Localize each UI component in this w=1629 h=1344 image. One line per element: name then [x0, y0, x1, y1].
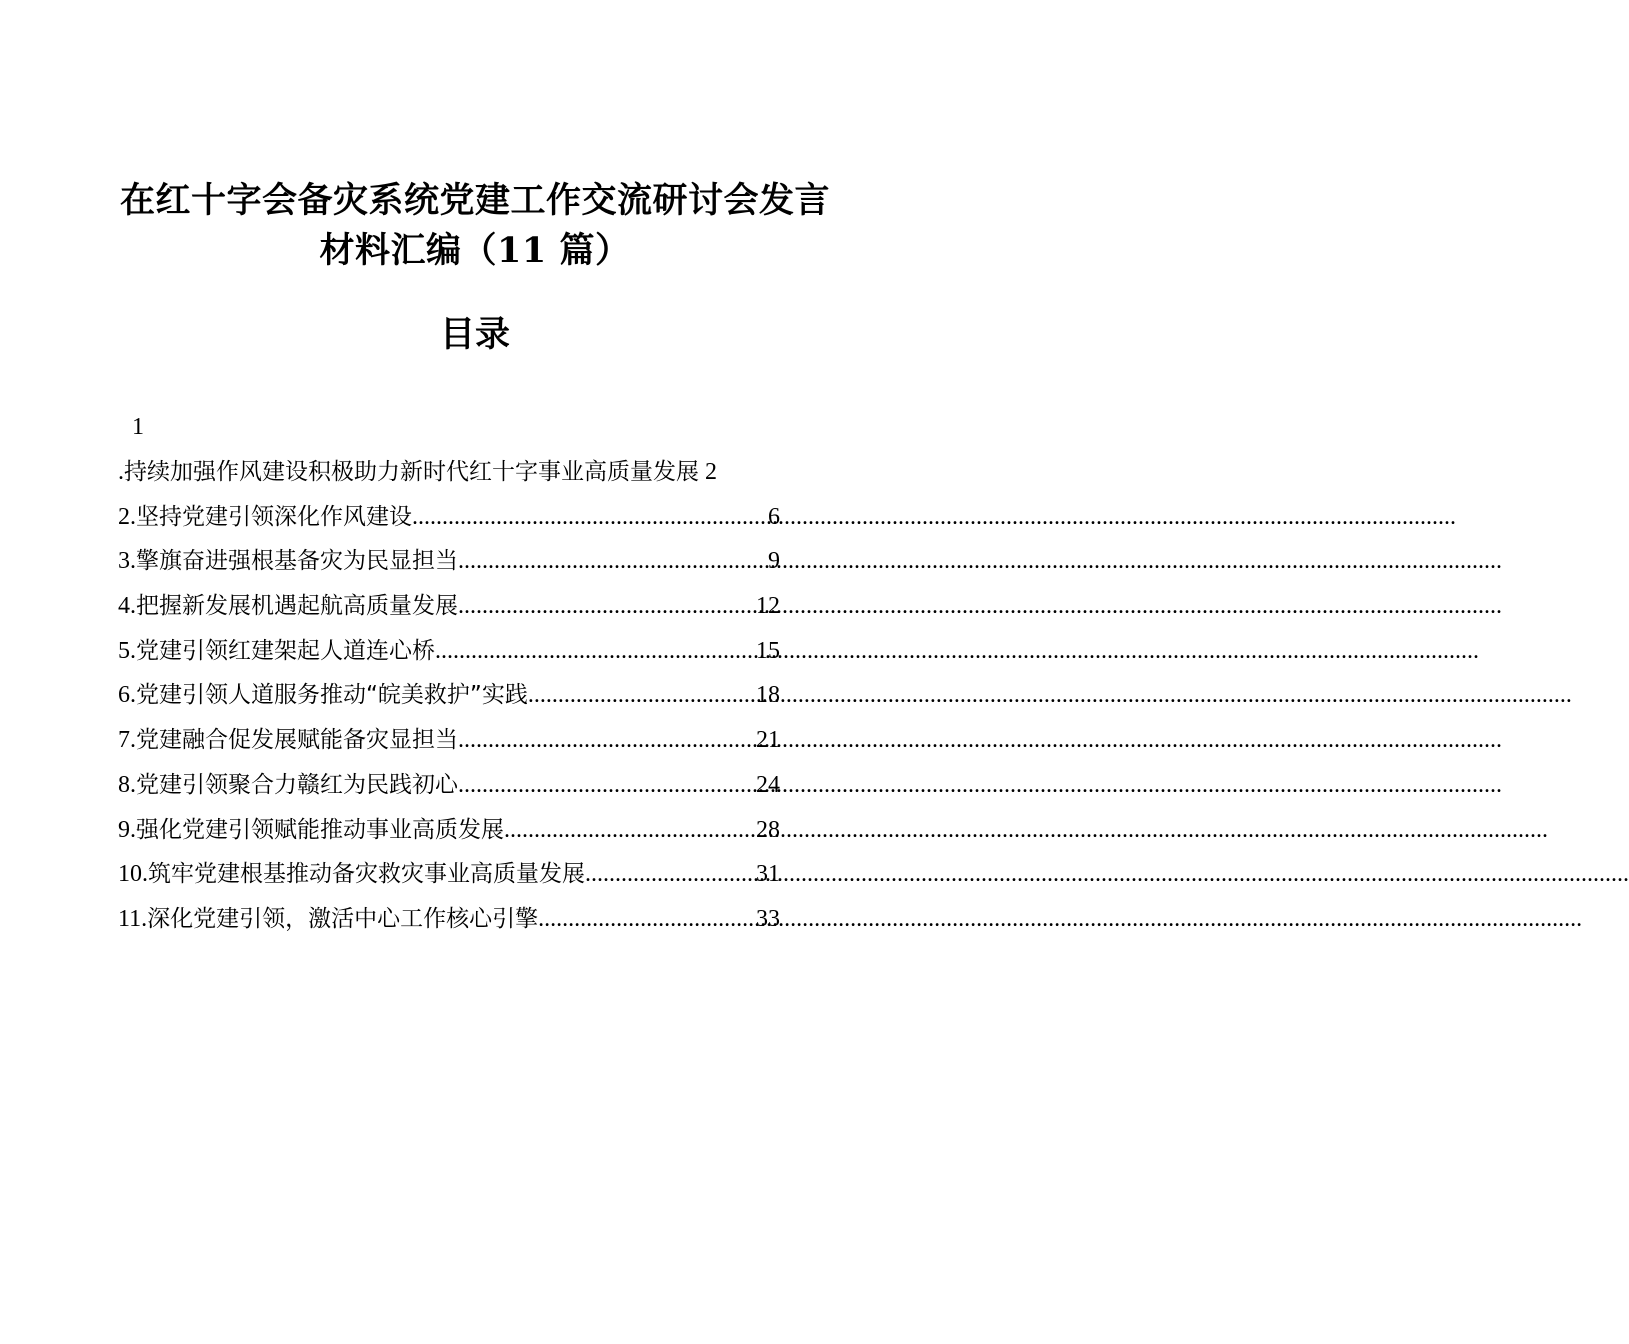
toc-entry-number: 6. [118, 682, 136, 709]
toc-entry-3[interactable] [118, 541, 780, 586]
toc-entry-title: 坚持党建引领深化作风建设 [136, 503, 412, 530]
toc-first-entry-number: 1 [132, 414, 144, 440]
toc-entry-title: 筑牢党建根基推动备灾救灾事业高质量发展 [148, 861, 585, 888]
toc-entry-number: 8. [118, 771, 136, 798]
toc-entry-number: 10. [118, 861, 148, 888]
toc-entry-5[interactable] [118, 631, 780, 676]
toc-entry-page: 28 [756, 816, 780, 843]
toc-entry-title: 强化党建引领赋能推动事业高质发展 [136, 816, 504, 843]
toc-entry-title: 党建引领人道服务推动“皖美救护”实践 [136, 682, 528, 709]
toc-entry-number: . [118, 459, 124, 485]
toc-entry-number: 9. [118, 816, 136, 843]
toc-entry-page: 21 [756, 727, 780, 754]
document-title-line-1: 在红十字会备灾系统党建工作交流研讨会发言 [119, 180, 830, 221]
toc-entry-title: 持续加强作风建设积极助力新时代红十字事业高质量发展 [124, 459, 699, 485]
toc-entry-number: 5. [118, 637, 136, 664]
toc-entry-page: 15 [756, 637, 780, 664]
toc-dot-leader [458, 720, 756, 760]
toc-entry-page: 31 [756, 861, 780, 888]
toc-entry-2[interactable] [118, 497, 780, 542]
toc-entry-page: 6 [768, 503, 780, 530]
toc-entry-page: 18 [756, 682, 780, 709]
toc-entry-page: 24 [756, 771, 780, 798]
toc-entry-4[interactable] [118, 586, 780, 631]
toc-entry-page: 12 [756, 593, 780, 620]
toc-dot-leader [538, 899, 756, 939]
toc-entry-title: 党建引领聚合力赣红为民践初心 [136, 771, 458, 798]
document-title [100, 176, 850, 276]
toc-entry-title: 党建融合促发展赋能备灾显担当 [136, 727, 458, 754]
toc-entry-number: 4. [118, 593, 136, 620]
toc-entry-title: 擎旗奋进强根基备灾为民显担当 [136, 548, 458, 575]
toc-entry-page: 33 [756, 905, 780, 932]
toc-entry-title: 党建引领红建架起人道连心桥 [136, 637, 435, 664]
table-of-contents [118, 452, 780, 944]
toc-dot-leader [435, 631, 756, 671]
toc-entry-6[interactable] [118, 675, 780, 720]
document-title-line-2: 材料汇编（11 篇） [319, 230, 631, 271]
toc-entry-number: 2. [118, 503, 136, 530]
toc-heading: 目录 [439, 314, 510, 355]
toc-dot-leader [412, 497, 768, 537]
toc-entry-page: 9 [768, 548, 780, 575]
toc-entry-8[interactable] [118, 765, 780, 810]
toc-entry-11[interactable] [118, 899, 780, 944]
toc-entry-number: 7. [118, 727, 136, 754]
toc-entry-7[interactable] [118, 720, 780, 765]
toc-entry-10[interactable] [118, 854, 780, 899]
toc-entry-1[interactable] [118, 452, 780, 497]
toc-entry-number: 3. [118, 548, 136, 575]
toc-dot-leader [458, 586, 756, 626]
toc-entry-title: 深化党建引领，激活中心工作核心引擎 [147, 905, 539, 932]
toc-dot-leader [458, 765, 756, 805]
toc-entry-9[interactable] [118, 810, 780, 855]
toc-dot-leader [504, 810, 756, 850]
toc-entry-page: 2 [705, 459, 717, 485]
toc-entry-number: 11. [118, 905, 148, 932]
toc-dot-leader [458, 541, 768, 581]
toc-dot-leader [585, 854, 756, 894]
toc-entry-title: 把握新发展机遇起航高质量发展 [136, 593, 458, 620]
toc-dot-leader [528, 675, 756, 715]
